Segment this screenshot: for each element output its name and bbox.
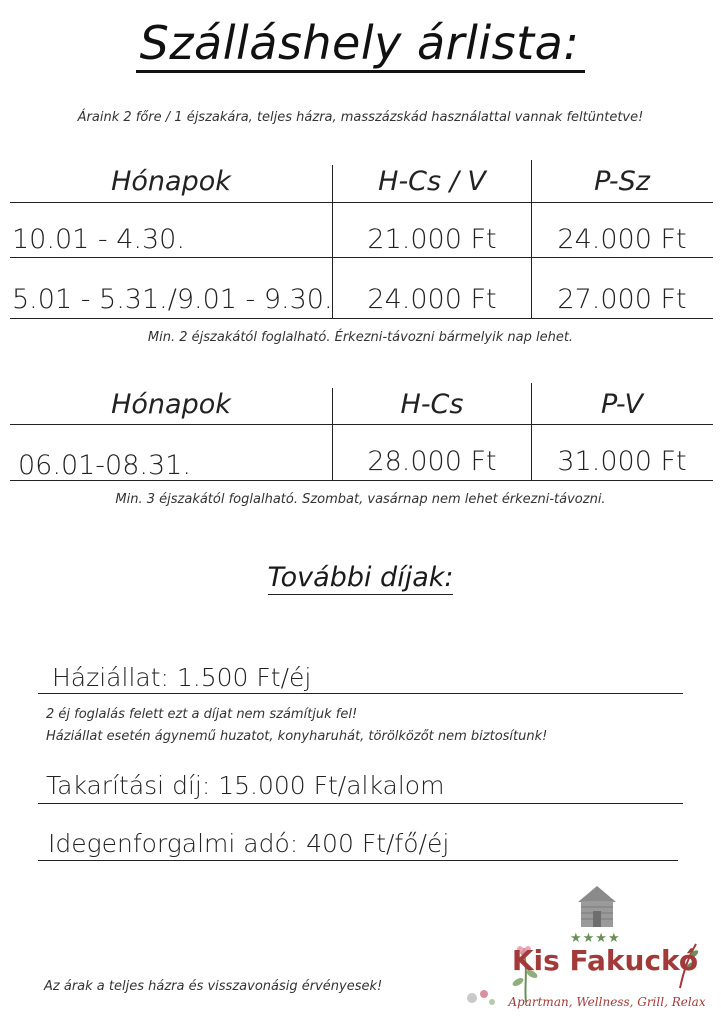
fee-pet-note-1: 2 éj foglalás felett ezt a díjat nem számítjuk fel! bbox=[46, 707, 358, 722]
fee-pet-note-2: Háziállat esetén ágynemű huzatot, konyharuhát, törölközőt nem biztosítunk! bbox=[46, 729, 548, 744]
footer-note: Az árak a teljes házra és visszavonásig érvényesek! bbox=[44, 979, 383, 994]
table1-bottom-rule bbox=[10, 318, 713, 319]
table1-row-rule bbox=[10, 257, 713, 258]
table2-row1-months: 06.01-08.31. bbox=[18, 450, 191, 481]
fee-tourist-tax: Idegenforgalmi adó: 400 Ft/fő/éj bbox=[48, 829, 450, 858]
intro-note: Áraink 2 főre / 1 éjszakára, teljes házra, masszázskád használattal vannak feltüntetve! bbox=[77, 110, 644, 125]
fees-title bbox=[0, 562, 721, 593]
blossom-icon bbox=[462, 984, 502, 1010]
fee-cleaning: Takarítási díj: 15.000 Ft/alkalom bbox=[46, 771, 445, 800]
table1-row2-weekday: 24.000 Ft bbox=[367, 284, 497, 315]
fees-title-text: További díjak: bbox=[267, 562, 454, 593]
table2-note: Min. 3 éjszakától foglalható. Szombat, vasárnap nem lehet érkezni-távozni. bbox=[115, 492, 606, 507]
page-title bbox=[0, 14, 721, 72]
fee-tourist-tax-rule bbox=[38, 860, 678, 861]
table1-header-rule bbox=[10, 202, 713, 203]
table1-note: Min. 2 éjszakától foglalható. Érkezni-távozni bármelyik nap lehet. bbox=[147, 330, 574, 345]
rating-stars: ★★★★ bbox=[570, 931, 621, 946]
fee-pet: Háziállat: 1.500 Ft/éj bbox=[52, 663, 312, 692]
table2-row1-weekday: 28.000 Ft bbox=[367, 446, 497, 477]
table2-header-months: Hónapok bbox=[111, 389, 231, 420]
brand-name: Kis Fakuckó bbox=[511, 944, 699, 977]
table1-row2-weekend: 27.000 Ft bbox=[557, 284, 687, 315]
table2-row1-weekend: 31.000 Ft bbox=[557, 446, 687, 477]
house-icon bbox=[576, 884, 618, 928]
table1-row1-months: 10.01 - 4.30. bbox=[12, 224, 185, 255]
table1-header-weekend: P-Sz bbox=[594, 166, 650, 197]
table2-bottom-rule bbox=[10, 480, 713, 481]
table2-header-weekday: H-Cs bbox=[400, 389, 464, 420]
table1-row2-months: 5.01 - 5.31./9.01 - 9.30. bbox=[12, 284, 333, 315]
table1-row1-weekend: 24.000 Ft bbox=[557, 224, 687, 255]
page-title-text: Szálláshely árlista: bbox=[136, 16, 586, 73]
fee-cleaning-rule bbox=[38, 803, 683, 804]
table1-header-months: Hónapok bbox=[111, 166, 231, 197]
brand-tagline: Apartman, Wellness, Grill, Relax bbox=[508, 995, 706, 1009]
fee-pet-rule bbox=[38, 693, 683, 694]
table1-row1-weekday: 21.000 Ft bbox=[367, 224, 497, 255]
table2-header-weekend: P-V bbox=[601, 389, 643, 420]
table1-header-weekday: H-Cs / V bbox=[378, 166, 486, 197]
table2-header-rule bbox=[10, 424, 713, 425]
